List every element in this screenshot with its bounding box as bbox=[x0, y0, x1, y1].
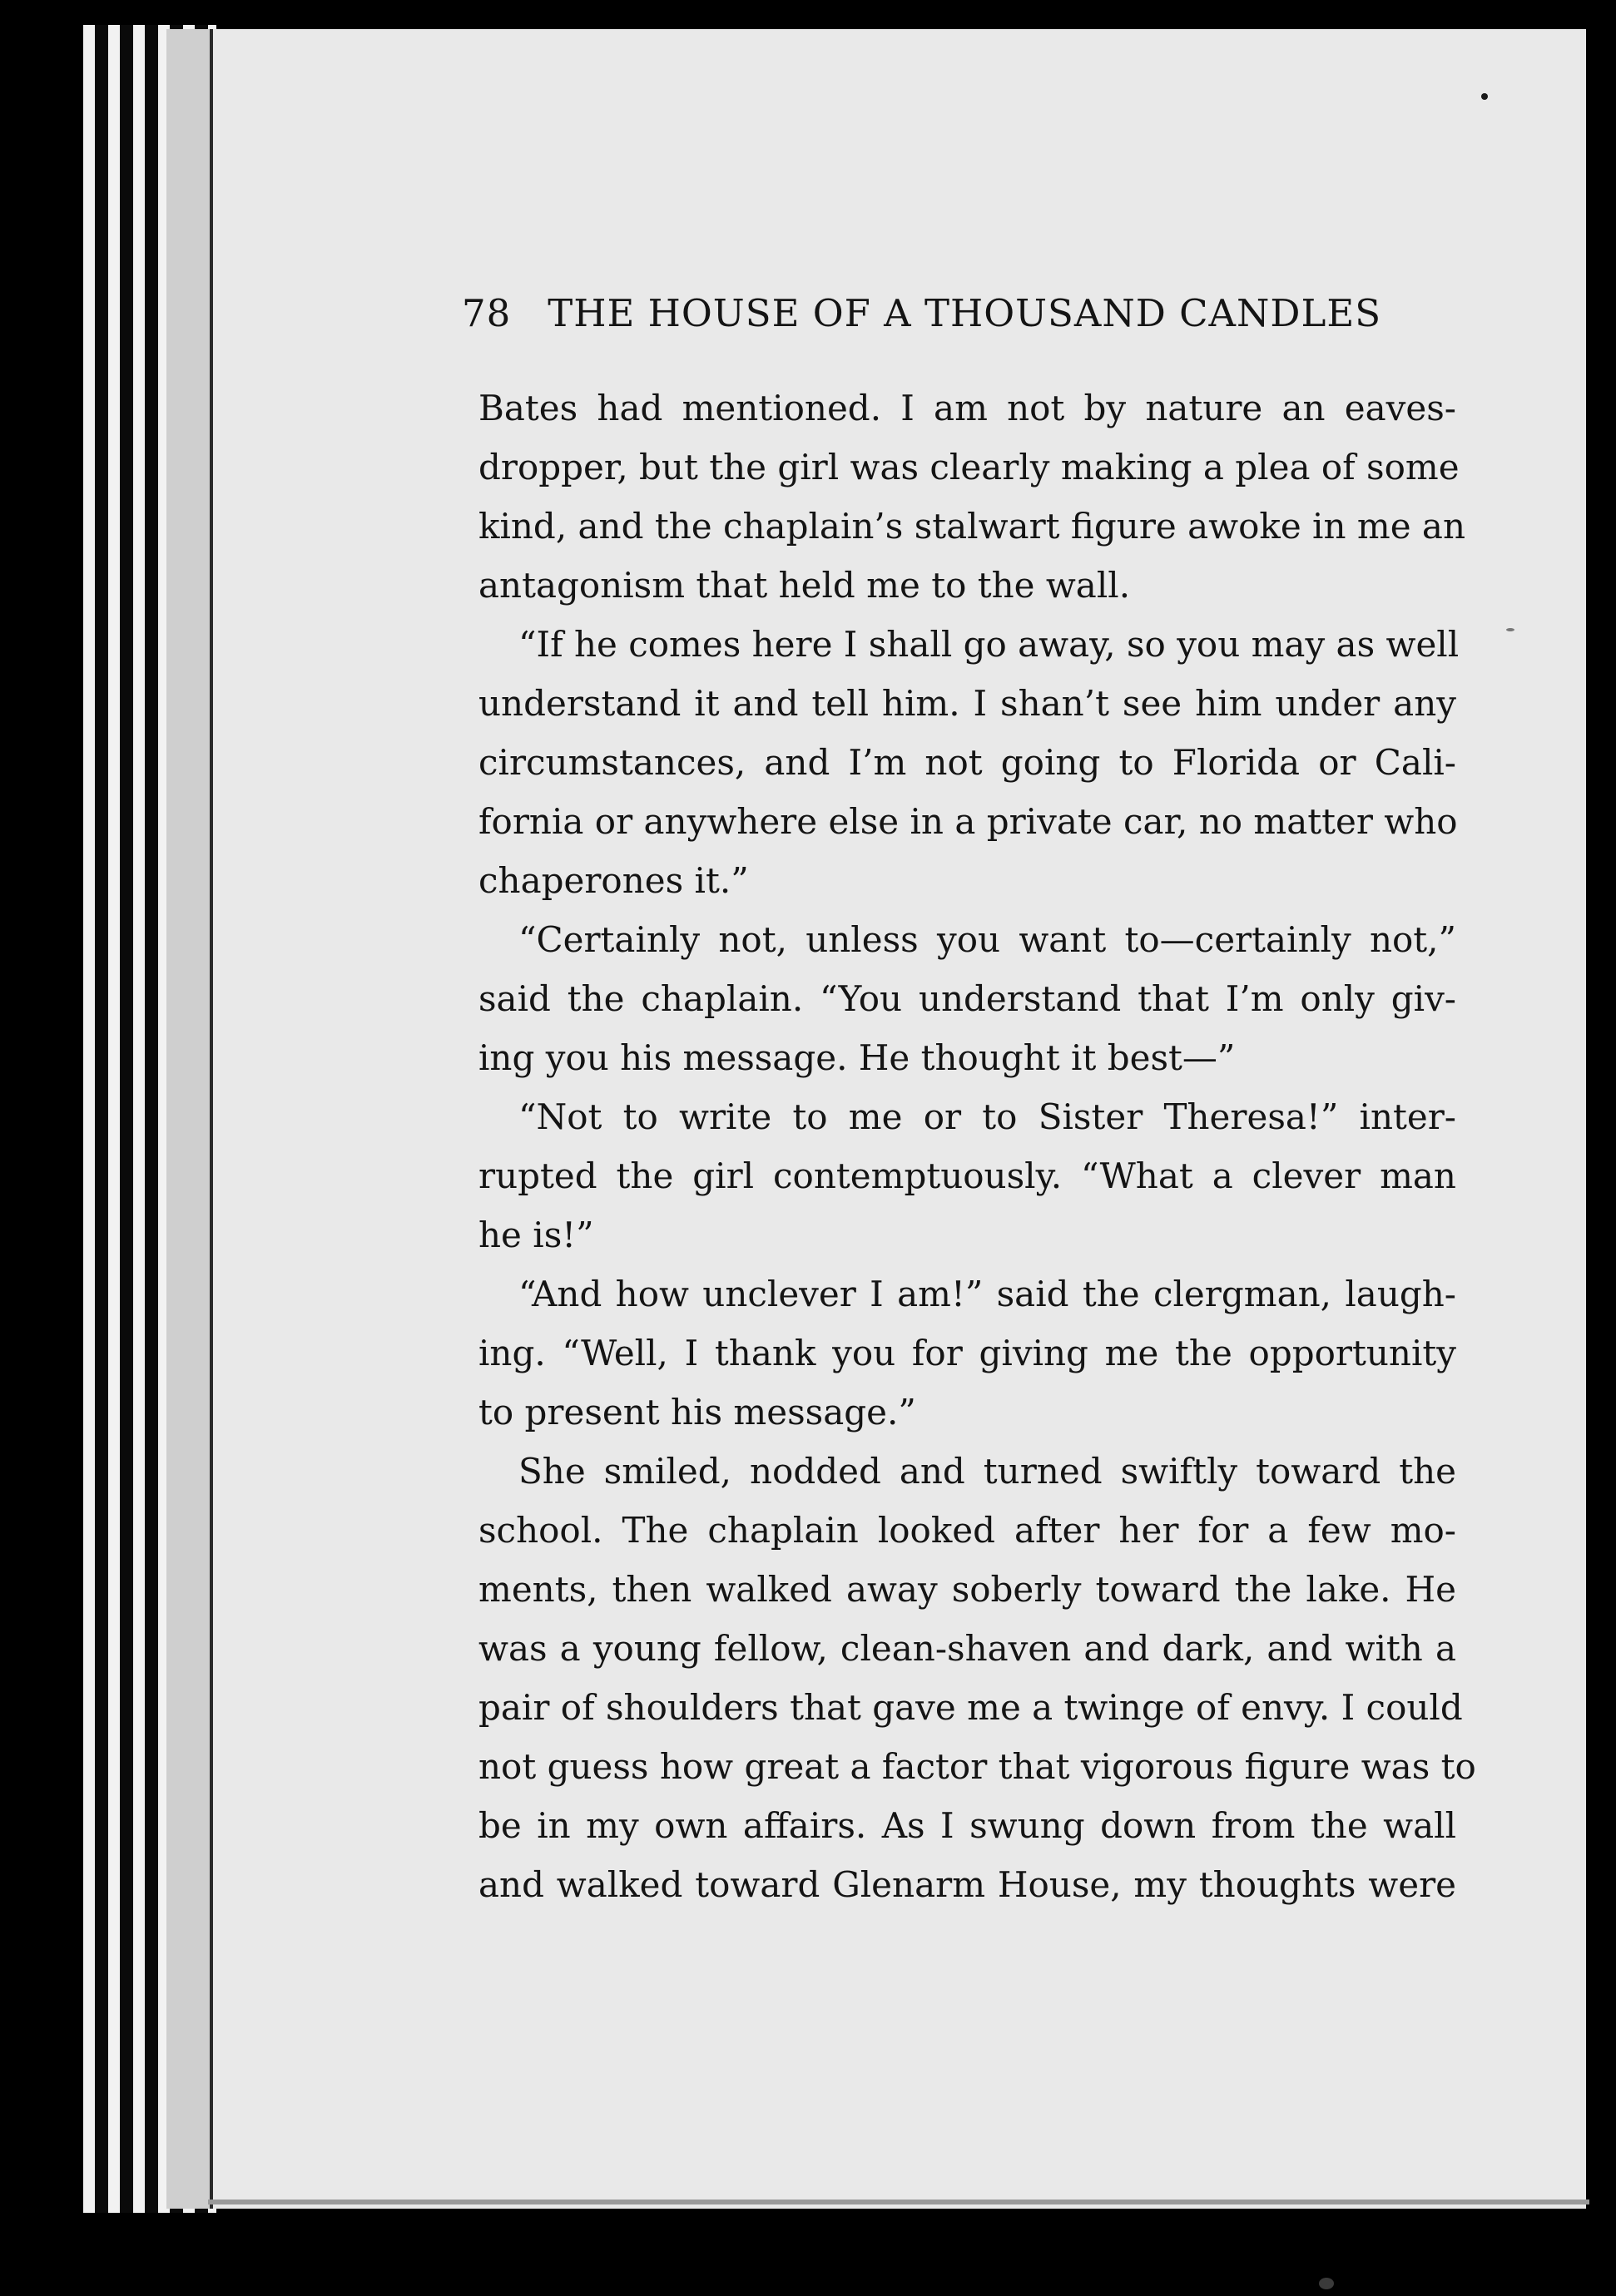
text-line: be in my own affairs. As I swung down from the wall bbox=[478, 1805, 1456, 1846]
page-gutter bbox=[166, 29, 212, 2209]
text-line: “Not to write to me or to Sister Theresa!” inter- bbox=[518, 1096, 1456, 1137]
text-line: he is!” bbox=[478, 1215, 594, 1255]
running-title: THE HOUSE OF A THOUSAND CANDLES bbox=[548, 291, 1382, 335]
text-line: “And how unclever I am!” said the clergman, laugh- bbox=[518, 1274, 1456, 1314]
text-line: ing. “Well, I thank you for giving me the opportunity bbox=[478, 1333, 1456, 1373]
text-line: Bates had mentioned. I am not by nature an eaves- bbox=[478, 388, 1456, 428]
text-line: rupted the girl contemptuously. “What a clever man bbox=[478, 1155, 1456, 1196]
text-line: fornia or anywhere else in a private car, no matter who bbox=[478, 801, 1458, 842]
text-line: circumstances, and I’m not going to Florida or Cali- bbox=[478, 742, 1456, 783]
text-line: ing you his message. He thought it best—” bbox=[478, 1037, 1236, 1078]
page-header bbox=[462, 291, 1460, 349]
text-line: to present his message.” bbox=[478, 1392, 916, 1433]
text-line: understand it and tell him. I shan’t see him under any bbox=[478, 683, 1456, 724]
text-line: was a young fellow, clean-shaven and dark, and with a bbox=[478, 1628, 1456, 1669]
text-line: dropper, but the girl was clearly making a plea of some bbox=[478, 447, 1460, 487]
scan-speck bbox=[1506, 628, 1514, 631]
text-line: chaperones it.” bbox=[478, 860, 749, 901]
text-line: “If he comes here I shall go away, so you may as well bbox=[518, 624, 1460, 665]
page-number: 78 bbox=[462, 291, 512, 335]
page-bottom-edge bbox=[208, 2200, 1589, 2204]
scan-speck bbox=[1481, 93, 1488, 100]
text-line: and walked toward Glenarm House, my thoughts were bbox=[478, 1864, 1456, 1905]
text-line: kind, and the chaplain’s stalwart figure awoke in me an bbox=[478, 506, 1466, 547]
text-line: ments, then walked away soberly toward the lake. He bbox=[478, 1569, 1456, 1610]
text-line: She smiled, nodded and turned swiftly toward the bbox=[518, 1451, 1456, 1492]
text-line: antagonism that held me to the wall. bbox=[478, 565, 1131, 606]
text-line: said the chaplain. “You understand that I’m only giv- bbox=[478, 978, 1456, 1019]
text-line: school. The chaplain looked after her for a few mo- bbox=[478, 1510, 1456, 1551]
text-line: “Certainly not, unless you want to—certainly not,” bbox=[518, 919, 1456, 960]
text-line: pair of shoulders that gave me a twinge of envy. I could bbox=[478, 1687, 1463, 1728]
body-text bbox=[478, 379, 1476, 1914]
scan-speck bbox=[1319, 2278, 1334, 2289]
text-line: not guess how great a factor that vigorous figure was to bbox=[478, 1746, 1476, 1787]
